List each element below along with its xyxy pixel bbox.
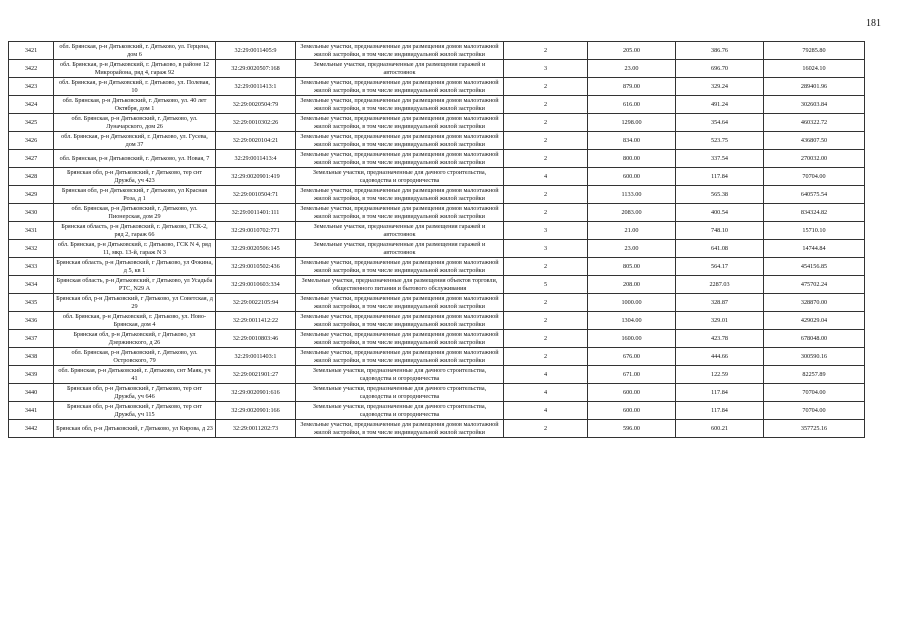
row-permitted-use: Земельные участки, предназначенные для размещения домов малоэтажной жилой застройки, в том числе индивидуальной жилой застройки bbox=[296, 150, 504, 168]
row-cadastral-value: 302603.84 bbox=[764, 96, 865, 114]
row-address: Брянская область, р-н Дятьковский, г. Дятьково, ГСК-2, ряд 2, гараж 66 bbox=[54, 222, 216, 240]
table-row bbox=[9, 420, 865, 438]
row-address: обл. Брянская, р-н Дятьковский, г. Дятьково, ул. Ново-Брянская, дом 4 bbox=[54, 312, 216, 330]
row-number: 3433 bbox=[9, 258, 54, 276]
table-row bbox=[9, 348, 865, 366]
page-number: 181 bbox=[866, 18, 881, 29]
row-permitted-use: Земельные участки, предназначенные для размещения домов малоэтажной жилой застройки, в том числе индивидуальной жилой застройки bbox=[296, 78, 504, 96]
row-permitted-use: Земельные участки, предназначенные для размещения домов малоэтажной жилой застройки, в том числе индивидуальной жилой застройки bbox=[296, 204, 504, 222]
row-specific-value: 337.54 bbox=[676, 150, 764, 168]
row-specific-value: 491.24 bbox=[676, 96, 764, 114]
row-area: 1298.00 bbox=[588, 114, 676, 132]
row-area: 600.00 bbox=[588, 168, 676, 186]
row-number: 3438 bbox=[9, 348, 54, 366]
row-cadastral-number: 32:29:0011412:22 bbox=[216, 312, 296, 330]
row-cadastral-number: 32:29:0022105:94 bbox=[216, 294, 296, 312]
row-area: 671.00 bbox=[588, 366, 676, 384]
row-area: 1000.00 bbox=[588, 294, 676, 312]
row-cadastral-value: 460322.72 bbox=[764, 114, 865, 132]
cadastral-value-table bbox=[8, 41, 865, 438]
row-cadastral-number: 32:29:0011403:1 bbox=[216, 348, 296, 366]
row-address: Брянская область, р-н Дятьковский, г Дятьково, ул Фокина, д 5, кв 1 bbox=[54, 258, 216, 276]
table-row bbox=[9, 204, 865, 222]
table-row bbox=[9, 96, 865, 114]
row-address: Брянская обл, р-н Дятьковский, г Дятьково, ул Советская, д 29 bbox=[54, 294, 216, 312]
row-group: 2 bbox=[504, 132, 588, 150]
row-group: 2 bbox=[504, 78, 588, 96]
row-area: 805.00 bbox=[588, 258, 676, 276]
row-permitted-use: Земельные участки, предназначенные для дачного строительства, садоводства и огородничества bbox=[296, 402, 504, 420]
row-number: 3423 bbox=[9, 78, 54, 96]
row-cadastral-number: 32:29:0011202:73 bbox=[216, 420, 296, 438]
row-cadastral-number: 32:29:0011401:111 bbox=[216, 204, 296, 222]
row-group: 2 bbox=[504, 96, 588, 114]
row-specific-value: 122.59 bbox=[676, 366, 764, 384]
row-number: 3429 bbox=[9, 186, 54, 204]
row-address: Брянская обл, р-н Дятьковский, г Дятьково, ул Красная Роза, д 1 bbox=[54, 186, 216, 204]
row-cadastral-value: 328870.00 bbox=[764, 294, 865, 312]
row-cadastral-number: 32:29:0010302:26 bbox=[216, 114, 296, 132]
row-cadastral-number: 32:29:0020901:419 bbox=[216, 168, 296, 186]
row-address: обл. Брянская, р-н Дятьковский, г. Дятьково, ул. Пионерская, дом 29 bbox=[54, 204, 216, 222]
row-area: 616.00 bbox=[588, 96, 676, 114]
row-address: обл. Брянская, р-н Дятьковский, г. Дятьково, ГСК N 4, ряд 11, мкр. 13-й, гараж N 3 bbox=[54, 240, 216, 258]
row-group: 2 bbox=[504, 186, 588, 204]
row-cadastral-number: 32:29:0010603:334 bbox=[216, 276, 296, 294]
row-cadastral-value: 454156.85 bbox=[764, 258, 865, 276]
row-area: 879.00 bbox=[588, 78, 676, 96]
row-address: обл. Брянская, р-н Дятьковский, г. Дятьково, ул. Полевая, 10 bbox=[54, 78, 216, 96]
row-cadastral-value: 270032.00 bbox=[764, 150, 865, 168]
row-area: 596.00 bbox=[588, 420, 676, 438]
table-row bbox=[9, 168, 865, 186]
row-address: обл. Брянская, р-н Дятьковский, г. Дятьково, ул. Островского, 79 bbox=[54, 348, 216, 366]
row-cadastral-number: 32:29:0021901:27 bbox=[216, 366, 296, 384]
row-permitted-use: Земельные участки, предназначенные для размещения гаражей и автостоянок bbox=[296, 60, 504, 78]
table-row bbox=[9, 330, 865, 348]
row-group: 4 bbox=[504, 384, 588, 402]
row-cadastral-number: 32:29:0020104:21 bbox=[216, 132, 296, 150]
row-number: 3439 bbox=[9, 366, 54, 384]
row-specific-value: 354.64 bbox=[676, 114, 764, 132]
row-cadastral-value: 82257.89 bbox=[764, 366, 865, 384]
row-permitted-use: Земельные участки, предназначенные для размещения домов малоэтажной жилой застройки, в том числе индивидуальной жилой застройки bbox=[296, 312, 504, 330]
row-cadastral-value: 70704.00 bbox=[764, 168, 865, 186]
row-group: 2 bbox=[504, 204, 588, 222]
row-specific-value: 117.84 bbox=[676, 384, 764, 402]
row-number: 3425 bbox=[9, 114, 54, 132]
row-group: 5 bbox=[504, 276, 588, 294]
row-cadastral-number: 32:29:0010502:436 bbox=[216, 258, 296, 276]
row-permitted-use: Земельные участки, предназначенные для размещения объектов торговли, общественного питания и бытового обслуживания bbox=[296, 276, 504, 294]
row-group: 2 bbox=[504, 312, 588, 330]
row-cadastral-number: 32:29:0010803:46 bbox=[216, 330, 296, 348]
row-number: 3432 bbox=[9, 240, 54, 258]
row-address: обл. Брянская, р-н Дятьковский, г. Дятьково, снт Маяк, уч 41 bbox=[54, 366, 216, 384]
row-number: 3436 bbox=[9, 312, 54, 330]
row-group: 2 bbox=[504, 258, 588, 276]
row-number: 3437 bbox=[9, 330, 54, 348]
row-number: 3430 bbox=[9, 204, 54, 222]
row-permitted-use: Земельные участки, предназначенные для размещения домов малоэтажной жилой застройки, в том числе индивидуальной жилой застройки bbox=[296, 42, 504, 60]
row-number: 3422 bbox=[9, 60, 54, 78]
row-group: 4 bbox=[504, 366, 588, 384]
table-row bbox=[9, 258, 865, 276]
row-area: 23.00 bbox=[588, 240, 676, 258]
row-permitted-use: Земельные участки, предназначенные для размещения домов малоэтажной жилой застройки, в том числе индивидуальной жилой застройки bbox=[296, 258, 504, 276]
table-row bbox=[9, 276, 865, 294]
row-specific-value: 423.78 bbox=[676, 330, 764, 348]
row-address: обл. Брянская, р-н Дятьковский, г. Дятьково, ул. Гусева, дом 37 bbox=[54, 132, 216, 150]
row-cadastral-value: 640575.54 bbox=[764, 186, 865, 204]
row-address: Брянская обл, р-н Дятьковский, г Дятьково, тер снт Дружба, уч 646 bbox=[54, 384, 216, 402]
row-specific-value: 386.76 bbox=[676, 42, 764, 60]
row-area: 800.00 bbox=[588, 150, 676, 168]
row-area: 205.00 bbox=[588, 42, 676, 60]
row-address: обл. Брянская, р-н Дятьковский, г. Дятьково, ул. Новая, 7 bbox=[54, 150, 216, 168]
row-permitted-use: Земельные участки, предназначенные для размещения домов малоэтажной жилой застройки, в том числе индивидуальной жилой застройки bbox=[296, 348, 504, 366]
row-group: 2 bbox=[504, 348, 588, 366]
table-row bbox=[9, 384, 865, 402]
table-row bbox=[9, 78, 865, 96]
row-cadastral-value: 429029.04 bbox=[764, 312, 865, 330]
row-number: 3441 bbox=[9, 402, 54, 420]
row-cadastral-value: 15710.10 bbox=[764, 222, 865, 240]
row-group: 2 bbox=[504, 42, 588, 60]
row-cadastral-number: 32:29:0011413:4 bbox=[216, 150, 296, 168]
table-row bbox=[9, 312, 865, 330]
row-cadastral-number: 32:29:0010504:71 bbox=[216, 186, 296, 204]
row-permitted-use: Земельные участки, предназначенные для размещения домов малоэтажной жилой застройки, в том числе индивидуальной жилой застройки bbox=[296, 294, 504, 312]
row-cadastral-value: 70704.00 bbox=[764, 384, 865, 402]
row-number: 3434 bbox=[9, 276, 54, 294]
row-specific-value: 565.38 bbox=[676, 186, 764, 204]
row-permitted-use: Земельные участки, предназначенные для размещения домов малоэтажной жилой застройки, в том числе индивидуальной жилой застройки bbox=[296, 420, 504, 438]
table-row bbox=[9, 222, 865, 240]
row-permitted-use: Земельные участки, предназначенные для размещения домов малоэтажной жилой застройки, в том числе индивидуальной жилой застройки bbox=[296, 186, 504, 204]
row-cadastral-value: 289401.96 bbox=[764, 78, 865, 96]
row-number: 3440 bbox=[9, 384, 54, 402]
row-permitted-use: Земельные участки, предназначенные для размещения гаражей и автостоянок bbox=[296, 240, 504, 258]
row-area: 208.00 bbox=[588, 276, 676, 294]
row-area: 2083.00 bbox=[588, 204, 676, 222]
row-number: 3428 bbox=[9, 168, 54, 186]
row-group: 2 bbox=[504, 114, 588, 132]
row-group: 3 bbox=[504, 60, 588, 78]
row-cadastral-number: 32:29:0011405:9 bbox=[216, 42, 296, 60]
row-cadastral-number: 32:29:0020901:616 bbox=[216, 384, 296, 402]
row-cadastral-value: 16024.10 bbox=[764, 60, 865, 78]
row-number: 3426 bbox=[9, 132, 54, 150]
row-address: Брянская обл, р-н Дятьковский, г Дятьково, ул Дзержинского, д 26 bbox=[54, 330, 216, 348]
row-group: 2 bbox=[504, 150, 588, 168]
row-area: 834.00 bbox=[588, 132, 676, 150]
row-number: 3431 bbox=[9, 222, 54, 240]
row-group: 2 bbox=[504, 330, 588, 348]
table-row bbox=[9, 402, 865, 420]
row-cadastral-value: 475702.24 bbox=[764, 276, 865, 294]
table-row bbox=[9, 294, 865, 312]
row-area: 600.00 bbox=[588, 384, 676, 402]
row-permitted-use: Земельные участки, предназначенные для размещения домов малоэтажной жилой застройки, в том числе индивидуальной жилой застройки bbox=[296, 330, 504, 348]
row-cadastral-value: 14744.84 bbox=[764, 240, 865, 258]
row-cadastral-value: 300590.16 bbox=[764, 348, 865, 366]
row-cadastral-number: 32:29:0010702:771 bbox=[216, 222, 296, 240]
table-row bbox=[9, 150, 865, 168]
table-row bbox=[9, 240, 865, 258]
row-group: 2 bbox=[504, 294, 588, 312]
row-area: 600.00 bbox=[588, 402, 676, 420]
row-area: 1600.00 bbox=[588, 330, 676, 348]
row-cadastral-number: 32:29:0011413:1 bbox=[216, 78, 296, 96]
row-group: 3 bbox=[504, 222, 588, 240]
row-cadastral-value: 678048.00 bbox=[764, 330, 865, 348]
row-specific-value: 117.84 bbox=[676, 402, 764, 420]
row-specific-value: 400.54 bbox=[676, 204, 764, 222]
row-permitted-use: Земельные участки, предназначенные для дачного строительства, садоводства и огородничества bbox=[296, 168, 504, 186]
row-specific-value: 523.75 bbox=[676, 132, 764, 150]
row-area: 21.00 bbox=[588, 222, 676, 240]
table-row bbox=[9, 366, 865, 384]
row-specific-value: 444.66 bbox=[676, 348, 764, 366]
row-address: обл. Брянская, р-н Дятьковский, г. Дятьково, в районе 12 Микрорайона, ряд 4, гараж 92 bbox=[54, 60, 216, 78]
row-permitted-use: Земельные участки, предназначенные для размещения гаражей и автостоянок bbox=[296, 222, 504, 240]
row-group: 4 bbox=[504, 402, 588, 420]
row-number: 3421 bbox=[9, 42, 54, 60]
row-specific-value: 329.01 bbox=[676, 312, 764, 330]
row-area: 1133.00 bbox=[588, 186, 676, 204]
row-number: 3442 bbox=[9, 420, 54, 438]
row-specific-value: 2287.03 bbox=[676, 276, 764, 294]
row-group: 2 bbox=[504, 420, 588, 438]
row-cadastral-number: 32:29:0020901:166 bbox=[216, 402, 296, 420]
row-address: обл. Брянская, р-н Дятьковский, г. Дятьково, ул. 40 лет Октября, дом 1 bbox=[54, 96, 216, 114]
row-address: Брянская область, р-н Дятьковский, г Дятьково, ул Усадьба РТС, N29 А bbox=[54, 276, 216, 294]
row-address: обл. Брянская, р-н Дятьковский, г. Дятьково, ул. Герцена, дом 6 bbox=[54, 42, 216, 60]
row-specific-value: 328.87 bbox=[676, 294, 764, 312]
row-specific-value: 600.21 bbox=[676, 420, 764, 438]
row-specific-value: 329.24 bbox=[676, 78, 764, 96]
row-address: Брянская обл, р-н Дятьковский, г Дятьково, ул Кирова, д 23 bbox=[54, 420, 216, 438]
row-address: Брянская обл, р-н Дятьковский, г Дятьково, тер снт Дружба, уч 423 bbox=[54, 168, 216, 186]
row-specific-value: 748.10 bbox=[676, 222, 764, 240]
row-address: обл. Брянская, р-н Дятьковский, г. Дятьково, ул. Луначарского, дом 26 bbox=[54, 114, 216, 132]
row-specific-value: 117.84 bbox=[676, 168, 764, 186]
row-cadastral-number: 32:29:0020504:79 bbox=[216, 96, 296, 114]
row-cadastral-value: 79285.80 bbox=[764, 42, 865, 60]
row-number: 3427 bbox=[9, 150, 54, 168]
row-permitted-use: Земельные участки, предназначенные для дачного строительства, садоводства и огородничества bbox=[296, 366, 504, 384]
row-cadastral-number: 32:29:0020506:145 bbox=[216, 240, 296, 258]
table-row bbox=[9, 132, 865, 150]
row-cadastral-number: 32:29:0020507:168 bbox=[216, 60, 296, 78]
row-permitted-use: Земельные участки, предназначенные для размещения домов малоэтажной жилой застройки, в том числе индивидуальной жилой застройки bbox=[296, 96, 504, 114]
row-area: 1304.00 bbox=[588, 312, 676, 330]
row-group: 3 bbox=[504, 240, 588, 258]
row-cadastral-value: 70704.00 bbox=[764, 402, 865, 420]
row-permitted-use: Земельные участки, предназначенные для размещения домов малоэтажной жилой застройки, в том числе индивидуальной жилой застройки bbox=[296, 132, 504, 150]
row-address: Брянская обл, р-н Дятьковский, г Дятьково, тер снт Дружба, уч 115 bbox=[54, 402, 216, 420]
row-number: 3424 bbox=[9, 96, 54, 114]
row-number: 3435 bbox=[9, 294, 54, 312]
row-cadastral-value: 357725.16 bbox=[764, 420, 865, 438]
table-row bbox=[9, 60, 865, 78]
row-cadastral-value: 436807.50 bbox=[764, 132, 865, 150]
row-specific-value: 696.70 bbox=[676, 60, 764, 78]
row-area: 23.00 bbox=[588, 60, 676, 78]
row-group: 4 bbox=[504, 168, 588, 186]
row-cadastral-value: 834324.82 bbox=[764, 204, 865, 222]
table-row bbox=[9, 114, 865, 132]
row-specific-value: 641.08 bbox=[676, 240, 764, 258]
row-specific-value: 564.17 bbox=[676, 258, 764, 276]
row-permitted-use: Земельные участки, предназначенные для размещения домов малоэтажной жилой застройки, в том числе индивидуальной жилой застройки bbox=[296, 114, 504, 132]
row-area: 676.00 bbox=[588, 348, 676, 366]
table-row bbox=[9, 42, 865, 60]
table-row bbox=[9, 186, 865, 204]
row-permitted-use: Земельные участки, предназначенные для дачного строительства, садоводства и огородничества bbox=[296, 384, 504, 402]
